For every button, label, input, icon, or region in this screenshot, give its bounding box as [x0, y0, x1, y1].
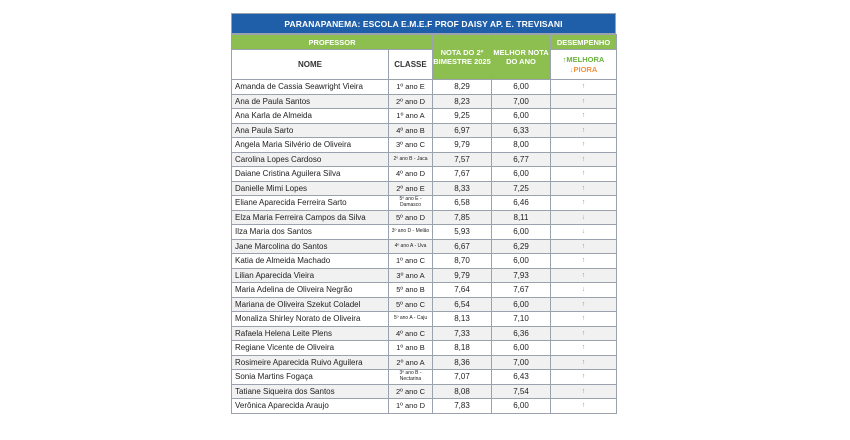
- professor-name: Mariana de Oliveira Szekut Coladel: [232, 297, 389, 312]
- melhor-cell: 6,00: [492, 167, 551, 182]
- class-cell: 4º ano C: [389, 326, 433, 341]
- melhor-cell: 7,93: [492, 268, 551, 283]
- scores-table-container: [231, 13, 616, 414]
- arrow-up-icon: ↑: [551, 123, 617, 138]
- professor-name: Carolina Lopes Cardoso: [232, 152, 389, 167]
- nota-cell: 8,29: [433, 80, 492, 95]
- nota-cell: 9,79: [433, 268, 492, 283]
- arrow-up-icon: ↑: [551, 312, 617, 327]
- table-row: [232, 152, 617, 167]
- class-cell: 4º ano B: [389, 123, 433, 138]
- nota-cell: 7,33: [433, 326, 492, 341]
- nota-cell: 6,54: [433, 297, 492, 312]
- table-row: [232, 399, 617, 414]
- table-row: [232, 210, 617, 225]
- professor-name: Katia de Almeida Machado: [232, 254, 389, 269]
- arrow-up-icon: ↑: [551, 384, 617, 399]
- header-melhor: MELHOR NOTA DO ANO: [492, 35, 551, 80]
- melhor-cell: 8,00: [492, 138, 551, 153]
- professor-name: Tatiane Siqueira dos Santos: [232, 384, 389, 399]
- professor-name: Daiane Cristina Aguilera Silva: [232, 167, 389, 182]
- melhor-cell: 7,25: [492, 181, 551, 196]
- nota-cell: 6,97: [433, 123, 492, 138]
- melhor-cell: 6,33: [492, 123, 551, 138]
- nota-cell: 9,79: [433, 138, 492, 153]
- table-row: [232, 312, 617, 327]
- professor-name: Ana de Paula Santos: [232, 94, 389, 109]
- table-row: [232, 268, 617, 283]
- class-cell: 1º ano E: [389, 80, 433, 95]
- professor-name: Amanda de Cassia Seawright Vieira: [232, 80, 389, 95]
- table-title: PARANAPANEMA: ESCOLA E.M.E.F PROF DAISY AP. E. TREVISANI: [231, 13, 616, 34]
- table-body: [232, 80, 617, 414]
- class-cell: 3º ano A: [389, 268, 433, 283]
- nota-cell: 7,83: [433, 399, 492, 414]
- table-row: [232, 196, 617, 211]
- table-row: [232, 94, 617, 109]
- arrow-up-icon: ↑: [551, 268, 617, 283]
- melhor-cell: 7,54: [492, 384, 551, 399]
- melhor-cell: 6,00: [492, 341, 551, 356]
- arrow-up-icon: ↑: [551, 341, 617, 356]
- nota-cell: 5,93: [433, 225, 492, 240]
- nota-cell: 8,18: [433, 341, 492, 356]
- scores-table: [231, 34, 617, 414]
- table-row: [232, 297, 617, 312]
- table-row: [232, 109, 617, 124]
- arrow-up-icon: ↑: [551, 94, 617, 109]
- nota-cell: 7,67: [433, 167, 492, 182]
- legend-melhora: ↑MELHORA: [562, 54, 605, 64]
- arrow-up-icon: ↑: [551, 239, 617, 254]
- nota-cell: 8,13: [433, 312, 492, 327]
- melhor-cell: 7,10: [492, 312, 551, 327]
- arrow-up-icon: ↑: [551, 152, 617, 167]
- melhor-cell: 6,46: [492, 196, 551, 211]
- professor-name: Monaliza Shirley Norato de Oliveira: [232, 312, 389, 327]
- nota-cell: 7,57: [433, 152, 492, 167]
- class-cell: 2º ano D: [389, 94, 433, 109]
- nota-cell: 8,33: [433, 181, 492, 196]
- table-row: [232, 123, 617, 138]
- class-cell: 2º ano B - Jaca: [389, 152, 433, 167]
- professor-name: Jane Marcolina do Santos: [232, 239, 389, 254]
- arrow-up-icon: ↑: [551, 399, 617, 414]
- melhor-cell: 6,00: [492, 254, 551, 269]
- table-row: [232, 384, 617, 399]
- class-cell: 4º ano A - Uva: [389, 239, 433, 254]
- class-cell: 5º ano B: [389, 283, 433, 298]
- melhor-cell: 6,29: [492, 239, 551, 254]
- arrow-up-icon: ↑: [551, 196, 617, 211]
- class-cell: 1º ano D: [389, 399, 433, 414]
- table-row: [232, 370, 617, 385]
- header-classe: CLASSE: [389, 50, 433, 80]
- nota-cell: 7,07: [433, 370, 492, 385]
- melhor-cell: 6,77: [492, 152, 551, 167]
- legend-piora: ↓PIORA: [569, 64, 598, 74]
- table-row: [232, 181, 617, 196]
- table-row: [232, 355, 617, 370]
- table-row: [232, 225, 617, 240]
- nota-cell: 8,08: [433, 384, 492, 399]
- arrow-up-icon: ↑: [551, 181, 617, 196]
- header-nota: NOTA DO 2º BIMESTRE 2025: [433, 35, 492, 80]
- professor-name: Verônica Aparecida Araujo: [232, 399, 389, 414]
- class-cell: 1º ano A: [389, 109, 433, 124]
- melhor-cell: 7,00: [492, 355, 551, 370]
- class-cell: 3º ano B - Nectarina: [389, 370, 433, 385]
- class-cell: 3º ano D - Melão: [389, 225, 433, 240]
- nota-cell: 6,67: [433, 239, 492, 254]
- table-row: [232, 254, 617, 269]
- professor-name: Maria Adelina de Oliveira Negrão: [232, 283, 389, 298]
- melhor-cell: 6,00: [492, 399, 551, 414]
- table-row: [232, 341, 617, 356]
- nota-cell: 7,85: [433, 210, 492, 225]
- melhor-cell: 6,00: [492, 80, 551, 95]
- melhor-cell: 6,43: [492, 370, 551, 385]
- professor-name: Rafaela Helena Leite Plens: [232, 326, 389, 341]
- melhor-cell: 6,00: [492, 109, 551, 124]
- class-cell: 2º ano C: [389, 384, 433, 399]
- arrow-up-icon: ↑: [551, 297, 617, 312]
- melhor-cell: 6,00: [492, 297, 551, 312]
- arrow-up-icon: ↑: [551, 254, 617, 269]
- class-cell: 2º ano A: [389, 355, 433, 370]
- professor-name: Eliane Aparecida Ferreira Sarto: [232, 196, 389, 211]
- header-professor: PROFESSOR: [232, 35, 433, 50]
- melhor-cell: 6,36: [492, 326, 551, 341]
- professor-name: Regiane Vicente de Oliveira: [232, 341, 389, 356]
- arrow-up-icon: ↑: [551, 326, 617, 341]
- arrow-up-icon: ↑: [551, 370, 617, 385]
- class-cell: 3º ano C: [389, 138, 433, 153]
- nota-cell: 7,64: [433, 283, 492, 298]
- professor-name: Rosimeire Aparecida Ruivo Aguilera: [232, 355, 389, 370]
- nota-cell: 8,36: [433, 355, 492, 370]
- class-cell: 2º ano E: [389, 181, 433, 196]
- professor-name: Sonia Martins Fogaça: [232, 370, 389, 385]
- table-row: [232, 283, 617, 298]
- class-cell: 5º ano A - Caju: [389, 312, 433, 327]
- arrow-up-icon: ↑: [551, 138, 617, 153]
- nota-cell: 9,25: [433, 109, 492, 124]
- professor-name: Angela Maria Silvério de Oliveira: [232, 138, 389, 153]
- table-row: [232, 138, 617, 153]
- professor-name: Ana Paula Sarto: [232, 123, 389, 138]
- header-legend: [551, 50, 617, 80]
- professor-name: Ilza Maria dos Santos: [232, 225, 389, 240]
- melhor-cell: 7,00: [492, 94, 551, 109]
- professor-name: Lilian Aparecida Vieira: [232, 268, 389, 283]
- class-cell: 1º ano C: [389, 254, 433, 269]
- table-row: [232, 167, 617, 182]
- melhor-cell: 7,67: [492, 283, 551, 298]
- arrow-down-icon: ↓: [551, 225, 617, 240]
- arrow-up-icon: ↑: [551, 355, 617, 370]
- table-row: [232, 326, 617, 341]
- class-cell: 5º ano E - Damasco: [389, 196, 433, 211]
- professor-name: Elza Maria Ferreira Campos da Silva: [232, 210, 389, 225]
- header-nome: NOME: [232, 50, 389, 80]
- arrow-down-icon: ↓: [551, 210, 617, 225]
- arrow-up-icon: ↑: [551, 167, 617, 182]
- nota-cell: 8,23: [433, 94, 492, 109]
- nota-cell: 8,70: [433, 254, 492, 269]
- class-cell: 5º ano C: [389, 297, 433, 312]
- class-cell: 4º ano D: [389, 167, 433, 182]
- professor-name: Ana Karla de Almeida: [232, 109, 389, 124]
- class-cell: 5º ano D: [389, 210, 433, 225]
- table-header: [232, 35, 617, 80]
- professor-name: Danielle Mimi Lopes: [232, 181, 389, 196]
- melhor-cell: 6,00: [492, 225, 551, 240]
- table-row: [232, 239, 617, 254]
- arrow-up-icon: ↑: [551, 109, 617, 124]
- melhor-cell: 8,11: [492, 210, 551, 225]
- table-row: [232, 80, 617, 95]
- nota-cell: 6,58: [433, 196, 492, 211]
- class-cell: 1º ano B: [389, 341, 433, 356]
- header-desempenho: DESEMPENHO: [551, 35, 617, 50]
- arrow-down-icon: ↓: [551, 283, 617, 298]
- arrow-up-icon: ↑: [551, 80, 617, 95]
